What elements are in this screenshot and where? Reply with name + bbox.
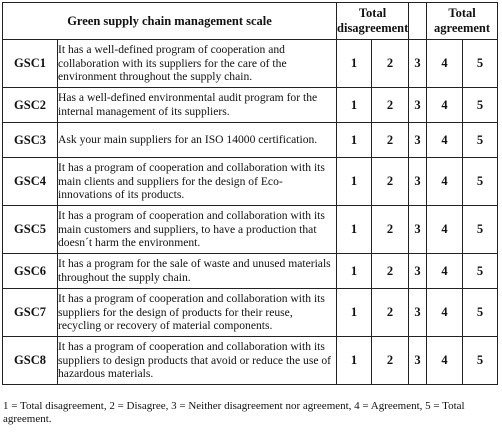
item-text: It has a program of cooperation and collaboration with its main customers and suppliers, to have a production that doesn´t harm the environment. — [58, 206, 337, 254]
scale-option-3: 3 — [409, 158, 427, 206]
scale-option-1: 1 — [337, 40, 372, 88]
table-row — [3, 88, 498, 123]
scale-option-4: 4 — [427, 254, 463, 289]
scale-option-1: 1 — [337, 337, 372, 385]
item-code: GSC6 — [3, 254, 58, 289]
scale-option-4: 4 — [427, 289, 463, 337]
scale-title: Green supply chain management scale — [3, 3, 337, 40]
scale-option-5: 5 — [463, 123, 498, 158]
total-agreement-header: Total agreement — [427, 3, 498, 40]
table-row — [3, 337, 498, 385]
scale-option-1: 1 — [337, 158, 372, 206]
scale-option-4: 4 — [427, 158, 463, 206]
scale-option-2: 2 — [372, 254, 409, 289]
table-row — [3, 123, 498, 158]
scale-option-1: 1 — [337, 123, 372, 158]
item-text: It has a program of cooperation and collaboration with its main clients and suppliers for the design of Eco-innovations of its products. — [58, 158, 337, 206]
table-row — [3, 40, 498, 88]
scale-option-5: 5 — [463, 337, 498, 385]
item-code: GSC5 — [3, 206, 58, 254]
scale-option-3: 3 — [409, 254, 427, 289]
scale-option-1: 1 — [337, 88, 372, 123]
item-text: Has a well-defined environmental audit program for the internal management of its suppliers. — [58, 88, 337, 123]
item-code: GSC4 — [3, 158, 58, 206]
scale-option-5: 5 — [463, 254, 498, 289]
scale-footnote: 1 = Total disagreement, 2 = Disagree, 3 = Neither disagreement nor agreement, 4 = Agreement, 5 = Total agreement. — [3, 400, 465, 425]
scale-option-2: 2 — [372, 337, 409, 385]
item-text: It has a well-defined program of cooperation and collaboration with its suppliers for the care of the environment throughout the supply chain. — [58, 40, 337, 88]
item-text: It has a program of cooperation and collaboration with its suppliers to design products that avoid or reduce the use of hazardous materials. — [58, 337, 337, 385]
item-code: GSC7 — [3, 289, 58, 337]
item-text: Ask your main suppliers for an ISO 14000 certification. — [58, 123, 337, 158]
item-code: GSC8 — [3, 337, 58, 385]
scale-option-3: 3 — [409, 337, 427, 385]
item-text: It has a program of cooperation and collaboration with its suppliers for the design of products for their reuse, recycling or recovery of material components. — [58, 289, 337, 337]
scale-option-2: 2 — [372, 206, 409, 254]
scale-option-4: 4 — [427, 337, 463, 385]
total-disagreement-header: Total disagreement — [337, 3, 409, 40]
scale-option-5: 5 — [463, 289, 498, 337]
item-text: It has a program for the sale of waste and unused materials throughout the supply chain. — [58, 254, 337, 289]
scale-option-2: 2 — [372, 289, 409, 337]
scale-table — [2, 2, 498, 385]
table-row — [3, 289, 498, 337]
scale-option-5: 5 — [463, 206, 498, 254]
scale-option-4: 4 — [427, 88, 463, 123]
table-row — [3, 254, 498, 289]
item-code: GSC2 — [3, 88, 58, 123]
scale-option-3: 3 — [409, 123, 427, 158]
scale-option-2: 2 — [372, 40, 409, 88]
scale-option-2: 2 — [372, 123, 409, 158]
scale-option-2: 2 — [372, 158, 409, 206]
scale-option-3: 3 — [409, 40, 427, 88]
scale-option-5: 5 — [463, 88, 498, 123]
scale-option-4: 4 — [427, 123, 463, 158]
scale-option-2: 2 — [372, 88, 409, 123]
item-code: GSC1 — [3, 40, 58, 88]
item-code: GSC3 — [3, 123, 58, 158]
scale-option-3: 3 — [409, 289, 427, 337]
table-row — [3, 206, 498, 254]
scale-option-4: 4 — [427, 206, 463, 254]
scale-option-1: 1 — [337, 254, 372, 289]
scale-option-3: 3 — [409, 88, 427, 123]
neutral-header — [409, 3, 427, 40]
scale-option-3: 3 — [409, 206, 427, 254]
scale-option-4: 4 — [427, 40, 463, 88]
scale-option-1: 1 — [337, 289, 372, 337]
scale-option-5: 5 — [463, 40, 498, 88]
scale-option-1: 1 — [337, 206, 372, 254]
header-row — [3, 3, 498, 40]
scale-option-5: 5 — [463, 158, 498, 206]
table-row — [3, 158, 498, 206]
